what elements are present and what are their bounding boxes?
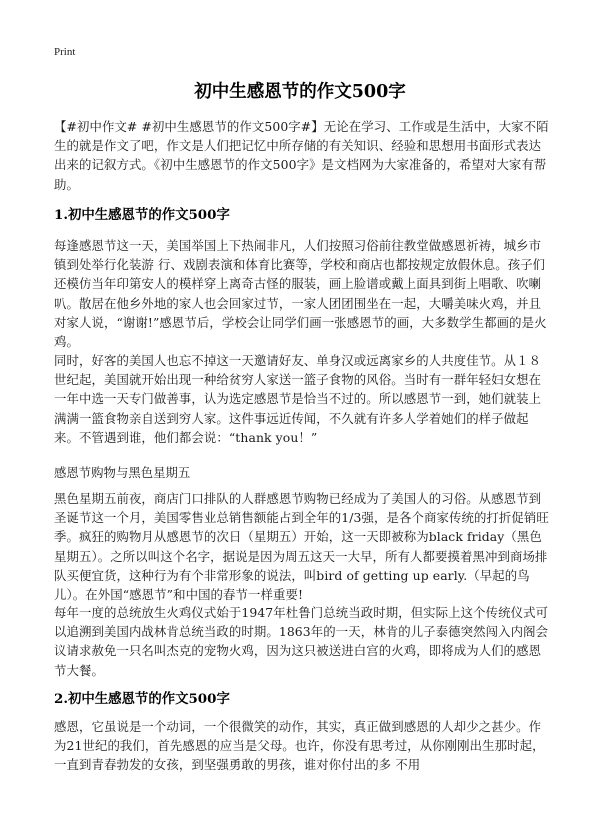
section-1-heading: 1.初中生感恩节的作文500字	[54, 207, 230, 223]
section-2-paragraph-1: 感恩，它虽说是一个动词，一个很微笑的动作，其实，真正做到感恩的人却少之甚少。作为21世纪的我们，首先感恩的应当是父母。也许，你没有思考过，从你刚刚出生那时起，一直到青春勃发的女孩，到坚强勇敢的男孩，谁对你付出的多 不用	[54, 719, 545, 773]
section-1-paragraph-2: 同时，好客的美国人也忘不掉这一天邀请好友、单身汉或远离家乡的人共度佳节。从１８世纪起，美国就开始出现一种给贫穷人家送一篮子食物的风俗。当时有一群年轻妇女想在一年中选一天专门做善事，认为选定感恩节是恰当不过的。所以感恩节一到，她们就装上满满一篮食物亲自送到穷人家。这件事远近传闻，不久就有许多人学着她们的样子做起来。不管遇到谁，他们都会说：“thank you！”	[54, 353, 542, 445]
section-1-paragraph-4: 每年一度的总统放生火鸡仪式始于1947年杜鲁门总统当政时期，但实际上这个传统仪式可以追溯到美国内战林肯总统当政的时期。1863年的一天，林肯的儿子泰德突然闯入内阁会议请求赦免一只名叫杰克的宠物火鸡，因为这只被送进白宫的火鸡，即将成为人们的感恩节大餐。	[54, 605, 549, 678]
section-1-paragraph-1: 每逢感恩节这一天，美国举国上下热闹非凡，人们按照习俗前往教堂做感恩祈祷，城乡市镇到处举行化装游 行、戏剧表演和体育比赛等，学校和商店也都按规定放假休息。孩子们还模仿当年印第安人的模样穿上离奇古怪的服装，画上脸谱或戴上面具到街上唱歌、吹喇叭。散居在他乡外地的家人也会回家过节，一家人团团围坐在一起，大嚼美味火鸡，并且对家人说，“谢谢!”感恩节后，学校会让同学们画一张感恩节的画，大多数学生都画的是火鸡。	[54, 238, 547, 350]
section-1-paragraph-3: 黑色星期五前夜，商店门口排队的人群感恩节购物已经成为了美国人的习俗。从感恩节到圣诞节这一个月，美国零售业总销售额能占到全年的1/3强，是各个商家传统的打折促销旺季。疯狂的购物月从感恩节的次日（星期五）开始，这一天即被称为black friday（黑色星期五）。之所以叫这个名字，据说是因为周五这天一大早，所有人都要摸着黑冲到商场排队买便宜货，这种行为有个非常形象的说法，叫bird of getting up early.（早起的鸟儿）。在外国“感恩节”和中国的春节一样重要!	[54, 491, 549, 603]
section-2-heading: 2.初中生感恩节的作文500字	[54, 691, 230, 707]
section-subheading: 感恩节购物与黑色星期五	[54, 465, 191, 480]
page-title: 初中生感恩节的作文500字	[194, 82, 406, 102]
intro-paragraph: 【#初中作文# #初中生感恩节的作文500字#】无论在学习、工作或是生活中，大家不陌生的就是作文了吧，作文是人们把记忆中所存储的有关知识、经验和思想用书面形式表达出来的记叙方式。《初中生感恩节的作文500字》是文档网为大家准备的，希望对大家有帮助。	[54, 119, 549, 192]
print-label: Print	[54, 46, 76, 58]
